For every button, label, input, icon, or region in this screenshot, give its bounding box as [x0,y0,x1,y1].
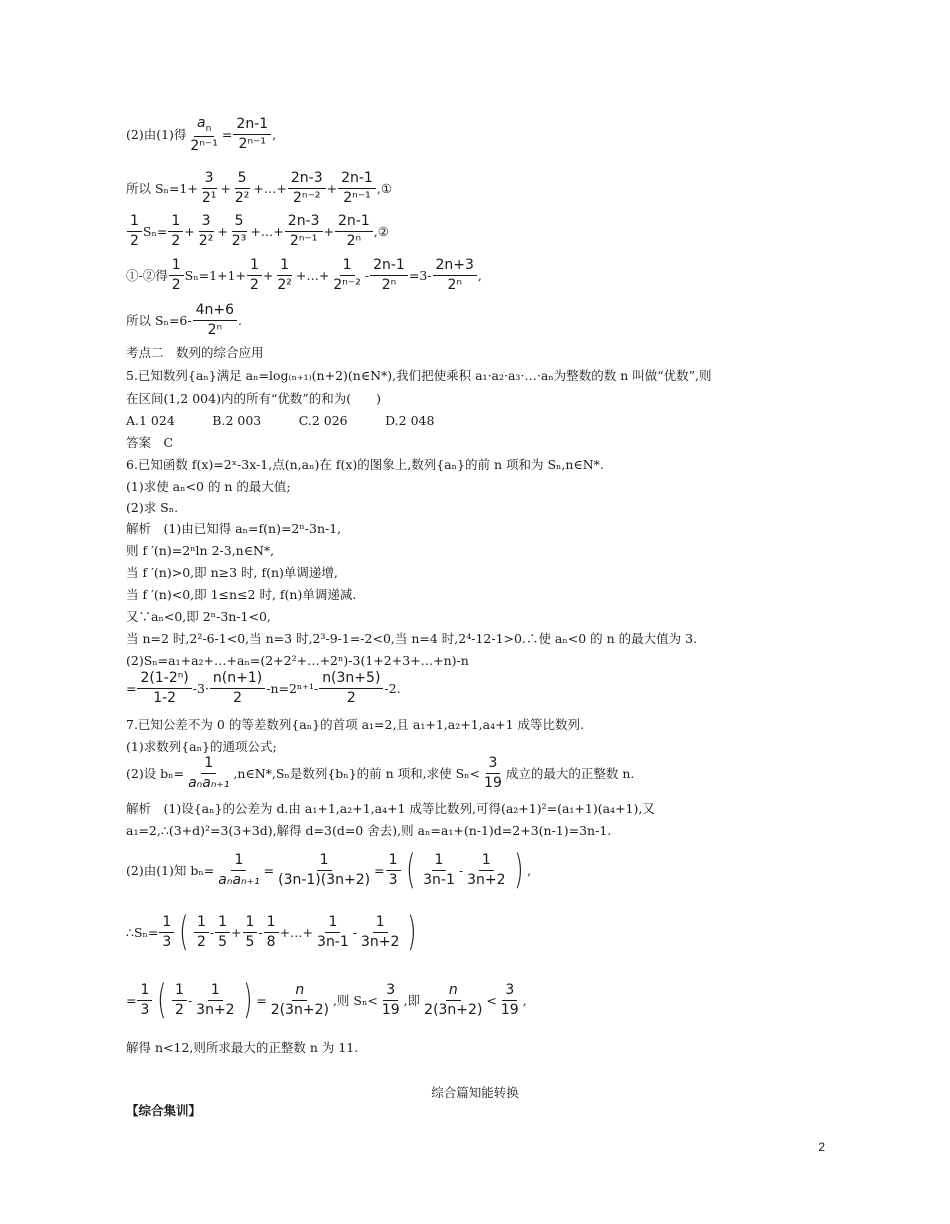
problem-5-line-2: 在区间(1,2 004)内的所有“优数”的和为( ) [126,391,381,406]
numerator: 1 [159,914,174,933]
denominator: 2³ [231,232,247,249]
numerator: 1 [277,257,292,276]
text: , [272,127,277,143]
answer-line: 答案 C [126,435,174,450]
text: ,即 [403,992,421,1008]
solution-6-line-6: 当 n=2 时,2²-6-1<0,当 n=3 时,2³-9-1=-2<0,当 n=4 时,2⁴-12-1>0.∴使 aₙ<0 的 n 的最大值为 3. [126,631,698,646]
denominator: 2ⁿ⁻² [333,276,361,293]
left-paren: ( [405,847,416,893]
denominator: 2² [234,189,250,206]
text: ,n∈N*,Sₙ是数列{bₙ}的前 n 项和,求使 Sₙ< [233,765,481,781]
problem-5-options: A.1 024 B.2 003 C.2 026 D.2 048 [126,413,435,428]
solution-6-line-2: 则 f ′(n)=2ⁿln 2-3,n∈N*, [126,543,275,558]
numerator: 1 [373,914,388,933]
denominator: 2ⁿ [381,276,397,293]
fraction [370,257,408,294]
fraction [247,257,262,294]
numerator: 1 [194,914,209,933]
fraction [498,982,522,1019]
numerator: 1 [201,755,216,774]
denominator: 3 [162,933,172,950]
problem-6-part2: (2)求 Sₙ. [126,500,179,515]
fraction [421,982,485,1019]
problem-5-line-1: 5.已知数列{aₙ}满足 aₙ=log₍ₙ₊₁₎(n+2)(n∈N*),我们把使乘积 a₁·a₂·a₃·…·aₙ为整数的数 n 叫做“优数”,则 [126,368,712,383]
solution-7-line-5 [126,977,840,1023]
bracket-title: 【综合集训】 [126,1103,202,1118]
numerator: a [197,115,206,131]
denominator: 2ⁿ [447,276,462,293]
numerator: 1 [172,982,187,1001]
solution-6-line-5: 又∵aₙ<0,即 2ⁿ-3n-1<0, [126,609,271,624]
numerator: 1 [432,852,447,871]
text: - [458,862,464,878]
numerator: 2n-1 [233,116,271,135]
denominator: aₙaₙ₊₁ [218,871,260,888]
denominator: 2 [175,1001,184,1018]
line-4 [126,257,840,294]
text: -2. [384,680,401,696]
denominator: 2ⁿ⁻² [292,189,321,206]
fraction [338,170,376,207]
denominator: 3n-1 [423,871,455,888]
text: < [486,992,497,1008]
fraction [233,116,271,153]
fraction [330,257,364,294]
text: , [522,992,527,1008]
text: + [220,180,231,196]
fraction [185,755,232,792]
text: +…+ [279,924,314,940]
denominator: 2ⁿ⁻¹ [238,136,267,153]
text: + [231,924,242,940]
fraction [193,302,237,339]
fraction [268,982,332,1019]
denominator: 2 [171,276,181,293]
fraction [358,914,402,951]
fraction [433,257,477,294]
text: = [256,992,267,1008]
numerator: 5 [232,213,247,232]
solution-6-line-3: 当 f ′(n)>0,即 n≥3 时, f(n)单调递增, [126,565,338,580]
denominator: 5 [218,933,228,950]
fraction [274,257,295,294]
text: ①-②得 [126,267,168,283]
denominator: 2² [198,232,214,249]
page-number: 2 [818,1140,825,1154]
denominator: 2 [171,232,181,249]
numerator: n [292,982,307,1001]
solution-7-line-4 [126,909,840,955]
left-paren: ( [179,909,189,955]
fraction [243,914,258,951]
numerator: 1 [247,257,262,276]
text: , [527,862,532,878]
fraction [229,213,250,250]
fraction [379,982,403,1019]
numerator: 1 [386,852,401,871]
fraction [137,982,152,1019]
denominator: 19 [484,774,502,791]
right-paren: ) [513,847,524,893]
denominator: aₙaₙ₊₁ [188,774,230,791]
text: + [262,267,274,283]
denominator: 2ⁿ⁻¹ [289,232,318,249]
fraction [169,257,184,294]
text: (2)由(1)知 bₙ= [126,862,215,878]
solution-6-line-7: (2)Sₙ=a₁+a₂+…+aₙ=(2+2²+…+2ⁿ)-3(1+2+3+…+n)-n [126,653,469,668]
fraction: $\frac{a_n}{\text{2ⁿ⁻¹}}$ [187,115,221,154]
text: (2)设 bₙ= [126,765,185,781]
text: Sₙ=1+1+ [184,267,246,283]
numerator: 3 [383,982,398,1001]
fraction [481,755,505,792]
text: +…+ [250,223,284,239]
problem-7-part2 [126,755,840,792]
text: =3- [408,267,432,283]
fraction [210,670,265,707]
numerator: 1 [231,852,246,871]
right-paren: ) [407,909,417,955]
denominator: 3n+2 [361,933,400,950]
fraction [314,914,352,951]
denominator: 3 [388,871,398,888]
solution-6-line-8 [126,670,840,707]
numerator: n(3n+5) [319,670,383,689]
denominator: 3n+2 [196,1001,235,1018]
problem-6-part1: (1)求使 aₙ<0 的 n 的最大值; [126,479,291,494]
fraction [319,670,383,707]
solution-7-line-1: 解析 (1)设{aₙ}的公差为 d.由 a₁+1,a₂+1,a₄+1 成等比数列,可得(a₂+1)²=(a₁+1)(a₄+1),又 [126,801,655,816]
text: . [238,312,243,328]
fraction [232,170,253,207]
text: (2)由(1)得 [126,127,187,143]
numerator: 3 [486,755,501,774]
text: ,② [373,223,389,239]
denominator: 2ⁿ [346,232,362,249]
fraction [420,852,458,889]
solution-6-line-1: 解析 (1)由已知得 aₙ=f(n)=2ⁿ-3n-1, [126,521,342,536]
section-heading: 考点二 数列的综合应用 [126,345,264,360]
numerator: 1 [340,257,355,276]
denominator: 8 [266,933,276,950]
denominator: 2(3n+2) [270,1001,329,1018]
solution-7-line-2: a₁=2,∴(3+d)²=3(3+3d),解得 d=3(d=0 舍去),则 aₙ=a₁+(n-1)d=2+3(n-1)=3n-1. [126,823,612,838]
denominator: 2 [346,689,356,706]
numerator: 2n+3 [433,257,477,276]
text: Sₙ= [142,223,168,239]
text: = [374,862,385,878]
text: = [263,862,275,878]
fraction [285,213,323,250]
fraction [288,170,326,207]
fraction [386,852,401,889]
text: ,则 Sₙ< [332,992,378,1008]
text: -n=2ⁿ⁺¹- [266,680,319,696]
fraction [127,213,142,250]
numerator: n [446,982,461,1001]
numerator: 1 [479,852,494,871]
text: ∴Sₙ= [126,924,159,940]
numerator: 2n-3 [285,213,323,232]
denominator: 5 [245,933,255,950]
text: , [477,267,482,283]
fraction [168,213,183,250]
right-paren: ) [242,977,253,1023]
fraction [159,914,174,951]
fraction [275,852,373,889]
fraction [193,982,237,1019]
denominator: 3n-1 [317,933,349,950]
fraction [172,982,187,1019]
denominator: 2(3n+2) [424,1001,483,1018]
text: 所以 Sₙ=1+ [126,180,198,196]
denominator: 3n+2 [467,871,506,888]
text: -3· [192,680,209,696]
fraction [215,852,262,889]
numerator: 2n-1 [338,170,376,189]
text: + [217,223,228,239]
denominator: 2² [277,276,292,293]
text: - [209,924,215,940]
problem-7-part1: (1)求数列{aₙ}的通项公式; [126,739,277,754]
denominator: 19 [500,1001,519,1018]
denominator: 2ⁿ⁻¹ [343,189,371,206]
denominator: 19 [381,1001,400,1018]
text: + [323,223,335,239]
text: +…+ [253,180,287,196]
fraction [464,852,508,889]
numerator: 1 [317,852,332,871]
numerator: 1 [325,914,340,933]
denominator: 2ⁿ⁻¹ [190,137,218,154]
numerator: 1 [243,914,258,933]
numerator: 5 [235,170,250,189]
solution-7-conclusion: 解得 n<12,则所求最大的正整数 n 为 11. [126,1040,359,1055]
text: + [184,223,195,239]
text: = [126,680,137,696]
text: 所以 Sₙ=6- [126,312,192,328]
fraction [264,914,279,951]
numerator: 1 [264,914,279,933]
numerator: 1 [137,982,152,1001]
numerator: 3 [202,170,217,189]
fraction [215,914,230,951]
denominator: 2 [249,276,259,293]
numerator: n(n+1) [210,670,265,689]
left-paren: ( [157,977,167,1023]
denominator: 2 [196,933,206,950]
denominator: 2 [130,232,139,249]
text: - [352,924,358,940]
fraction [137,670,191,707]
numerator: 3 [199,213,214,232]
numerator: 1 [169,257,184,276]
text: = [126,992,137,1008]
line-5 [126,302,840,339]
text: = [221,127,233,143]
solution-6-line-4: 当 f ′(n)<0,即 1≤n≤2 时, f(n)单调递减. [126,587,357,602]
numerator: 1 [168,213,183,232]
problem-6-line: 6.已知函数 f(x)=2ˣ-3x-1,点(n,aₙ)在 f(x)的图象上,数列{aₙ}的前 n 项和为 Sₙ,n∈N*. [126,457,604,472]
solution-7-line-3 [126,847,840,893]
numerator: 1 [215,914,230,933]
line-2 [126,170,840,207]
section-title: 综合篇知能转换 [431,1085,519,1100]
denominator: 2¹ [201,189,217,206]
numerator: 2n-1 [370,257,408,276]
text: - [364,267,370,283]
text: +…+ [295,267,330,283]
fraction [199,170,220,207]
numerator: 1 [127,213,142,232]
numerator: 2(1-2ⁿ) [137,670,191,689]
denominator: 1-2 [153,689,177,706]
fraction [194,914,209,951]
denominator: 2ⁿ [207,321,223,338]
numerator: 1 [208,982,223,1001]
denominator: 2 [233,689,243,706]
text: ,① [376,180,393,196]
denominator: 3 [140,1001,150,1018]
line-1 [126,115,840,154]
numerator: 2n-3 [288,170,326,189]
text: + [326,180,338,196]
problem-7-line: 7.已知公差不为 0 的等差数列{aₙ}的首项 a₁=2,且 a₁+1,a₂+1,a₄+1 成等比数列. [126,717,584,732]
numerator: 3 [502,982,517,1001]
fraction [335,213,373,250]
text: - [258,924,263,940]
text: - [187,992,193,1008]
line-3 [126,213,840,250]
numerator: 2n-1 [335,213,373,232]
denominator: (3n-1)(3n+2) [278,871,371,888]
text: 成立的最大的正整数 n. [505,765,635,781]
fraction [196,213,217,250]
numerator: 4n+6 [193,302,237,321]
